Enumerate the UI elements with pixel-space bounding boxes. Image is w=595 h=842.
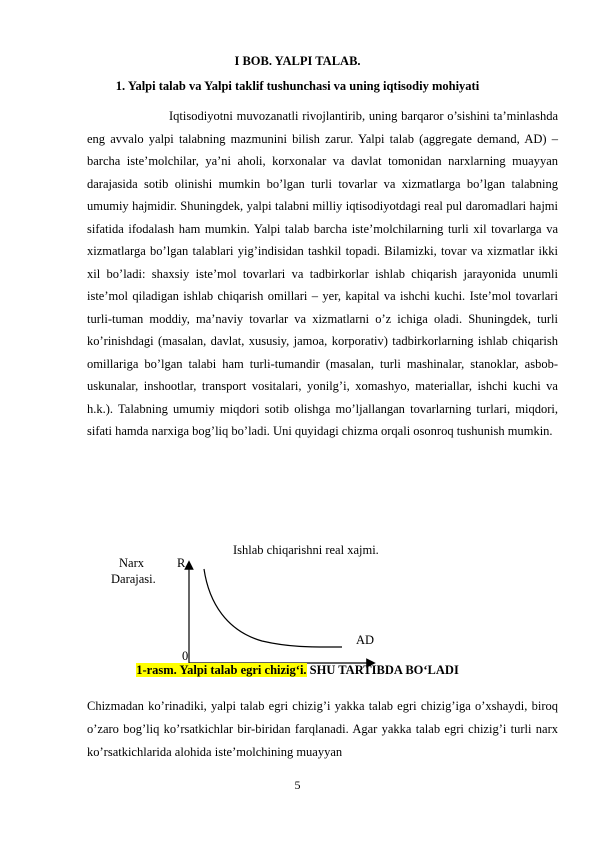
body-paragraph-2 <box>87 695 558 763</box>
page-number: 5 <box>294 778 301 792</box>
ad-curve-label: AD <box>356 633 375 647</box>
diagram-title: Ishlab chiqarishni real xajmi. <box>233 543 379 557</box>
caption-highlighted: 1-rasm. Yalpi talab egri chizig‘i. <box>136 663 307 677</box>
caption-rest: SHU TARTIBDA BO‘LADI <box>306 663 459 677</box>
section-title: 1. Yalpi talab va Yalpi taklif tushunchasi va uning iqtisodiy mohiyati <box>115 79 480 93</box>
y-axis-label-price: Narx <box>119 556 144 570</box>
diagram-graphics <box>87 543 558 669</box>
chapter-title: I BOB. YALPI TALAB. <box>234 54 361 68</box>
paragraph-text: Iqtisodiyotni muvozanatli rivojlantirib, uning barqaror o’sishini ta’minlashda eng avvalo yalpi talabning mazmunini bilish zarur. Yalpi talab (aggregate demand, AD) – barcha iste’molchilar, ya’ni aholi, korxonalar va davlat tomonidan narxlarning muayyan darajasida sotib olinishi mumkin bo’lgan turli tovarlar va xizmatlarga bo’lgan talabning umumiy hajmidir. Shuningdek, yalpi talabni milliy iqtisodiyotdagi real pul daromadlari hajmi sifatida ifodalash ham mumkin. Yalpi talab barcha iste’molchilarning turli xil tovarlarga va xizmatlarga bo’lgan talablari yig’indisidan tashkil topadi. Bilamizki, tovar va xizmatlar ikki xil bo’ladi: shaxsiy iste’mol tovarlari va tadbirkorlar ishlab chiqarish jarayonida unumli iste’mol qiladigan ishlab chiqarish omillari – yer, kapital va ishchi kuchi. Iste’mol tovarlari turli-tuman moddiy, ma’naviy tovarlar va xizmatlarni o’z ichiga oladi. Shuningdek, turli ko’rinishdagi (masalan, davlat, xususiy, jamoa, korporativ) tadbirkorlarning ishlab chiqarish omillariga bo’lgan talabi ham turli-tumandir (masalan, turli mashinalar, stanoklar, asbob-uskunalar, inshootlar, transport vositalari, yonilg’i, xomashyo, materiallar, ishchi kuchi va h.k.). Talabning umumiy miqdori sotib olishga mo’ljallangan tovarlarning turlari, miqdori, sifati hamda narxiga bog’liq bo’ladi. Uni quyidagi chizma orqali osonroq tushunish mumkin. <box>87 109 558 438</box>
y-axis-letter: R <box>177 556 186 570</box>
figure-caption <box>0 663 595 678</box>
body-paragraph-1 <box>87 105 558 443</box>
origin-label: 0 <box>182 649 189 663</box>
ad-curve <box>204 569 342 647</box>
aggregate-demand-diagram <box>87 543 558 669</box>
paragraph-text: Chizmadan ko’rinadiki, yalpi talab egri chizig’i yakka talab egri chizig’iga o’xshaydi, biroq o’zaro bog’liq ko’rsatkichlar bir-biridan farqlanadi. Agar yakka talab egri chizig’i turli narx ko’rsatkichlarida alohida iste’molchining muayyan <box>87 699 558 759</box>
y-axis-label-level: Darajasi. <box>111 572 156 586</box>
